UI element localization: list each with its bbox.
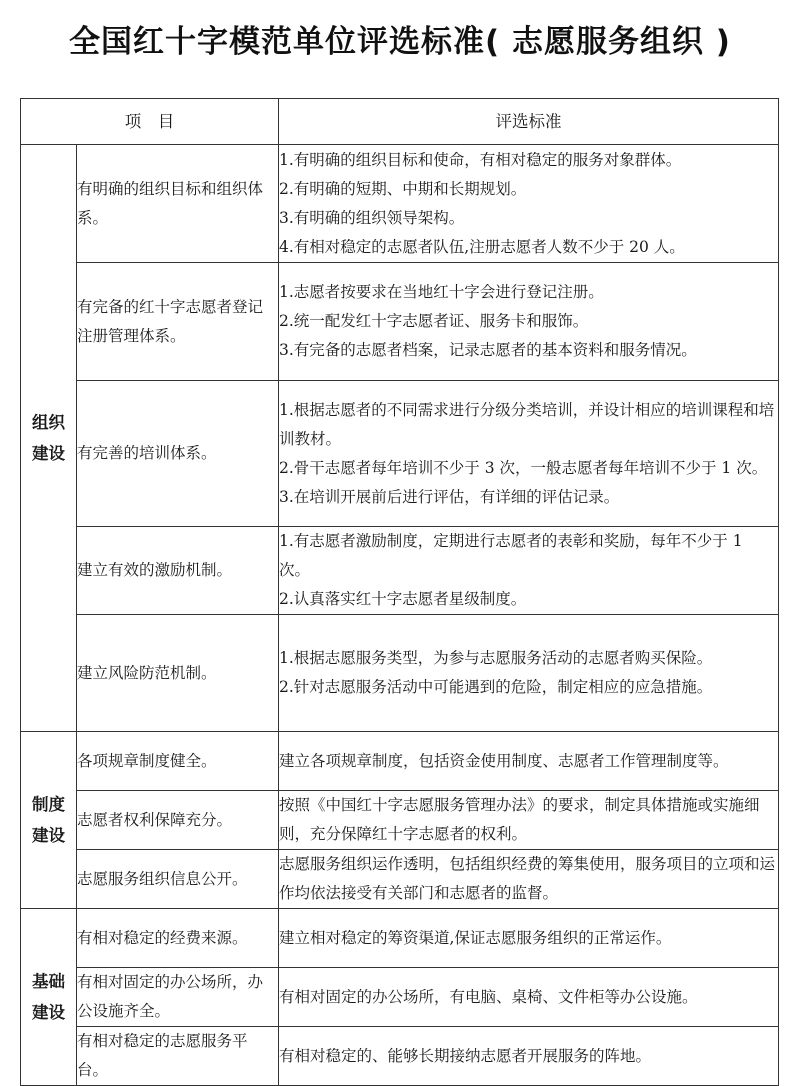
criteria-line: 志愿服务组织运作透明，包括组织经费的筹集使用，服务项目的立项和运作均依法接受有关部门和志愿者的监督。 bbox=[279, 855, 776, 902]
table-row bbox=[21, 381, 779, 527]
item-cell: 建立风险防范机制。 bbox=[77, 615, 279, 732]
criteria-line: 建立相对稳定的筹资渠道,保证志愿服务组织的正常运作。 bbox=[279, 928, 672, 947]
criteria-cell bbox=[279, 850, 779, 909]
section-name-line: 组织 bbox=[32, 413, 65, 432]
section-name-line: 基础 bbox=[32, 972, 65, 991]
criteria-line: 3.有完备的志愿者档案，记录志愿者的基本资料和服务情况。 bbox=[279, 341, 697, 359]
criteria-line: 2.针对志愿服务活动中可能遇到的危险，制定相应的应急措施。 bbox=[279, 678, 713, 696]
evaluation-standards-table bbox=[20, 98, 779, 1086]
table-row bbox=[21, 732, 779, 791]
item-cell: 有相对固定的办公场所，办公设施齐全。 bbox=[77, 968, 279, 1027]
criteria-cell bbox=[279, 527, 779, 615]
section-name-line: 建设 bbox=[32, 826, 65, 845]
table-row bbox=[21, 909, 779, 968]
criteria-line: 1.有志愿者激励制度，定期进行志愿者的表彰和奖励，每年不少于 1 次。 bbox=[279, 532, 743, 579]
criteria-cell bbox=[279, 909, 779, 968]
criteria-line: 2.有明确的短期、中期和长期规划。 bbox=[279, 179, 527, 198]
criteria-cell bbox=[279, 145, 779, 263]
criteria-cell bbox=[279, 381, 779, 527]
section-institution bbox=[21, 732, 77, 909]
item-cell: 志愿服务组织信息公开。 bbox=[77, 850, 279, 909]
table-row bbox=[21, 527, 779, 615]
criteria-line: 4.有相对稳定的志愿者队伍,注册志愿者人数不少于 20 人。 bbox=[279, 237, 685, 256]
criteria-line: 2.认真落实红十字志愿者星级制度。 bbox=[279, 590, 527, 608]
criteria-line: 有相对稳定的、能够长期接纳志愿者开展服务的阵地。 bbox=[279, 1046, 652, 1065]
table-header-row bbox=[21, 99, 779, 145]
criteria-line: 1.志愿者按要求在当地红十字会进行登记注册。 bbox=[279, 283, 604, 301]
section-infrastructure bbox=[21, 909, 77, 1086]
section-organization bbox=[21, 145, 77, 732]
criteria-line: 1.根据志愿者的不同需求进行分级分类培训，并设计相应的培训课程和培训教材。 bbox=[279, 400, 775, 448]
section-name-line: 建设 bbox=[32, 444, 65, 463]
item-cell: 各项规章制度健全。 bbox=[77, 732, 279, 791]
item-cell: 有完备的红十字志愿者登记注册管理体系。 bbox=[77, 263, 279, 381]
header-item: 项 目 bbox=[21, 99, 279, 145]
table-row bbox=[21, 145, 779, 263]
criteria-cell bbox=[279, 263, 779, 381]
section-name-line: 建设 bbox=[32, 1003, 65, 1022]
item-cell: 有完善的培训体系。 bbox=[77, 381, 279, 527]
item-cell: 建立有效的激励机制。 bbox=[77, 527, 279, 615]
criteria-line: 1.有明确的组织目标和使命，有相对稳定的服务对象群体。 bbox=[279, 150, 682, 169]
table-row bbox=[21, 968, 779, 1027]
table-row bbox=[21, 791, 779, 850]
criteria-line: 按照《中国红十字志愿服务管理办法》的要求，制定具体措施或实施细则，充分保障红十字志愿者的权利。 bbox=[279, 796, 760, 843]
table-row bbox=[21, 1027, 779, 1086]
criteria-cell bbox=[279, 968, 779, 1027]
header-criteria: 评选标准 bbox=[279, 99, 779, 145]
criteria-line: 3.在培训开展前后进行评估，有详细的评估记录。 bbox=[279, 487, 620, 506]
criteria-line: 2.统一配发红十字志愿者证、服务卡和服饰。 bbox=[279, 312, 589, 330]
item-cell: 有相对稳定的志愿服务平台。 bbox=[77, 1027, 279, 1086]
criteria-line: 1.根据志愿服务类型，为参与志愿服务活动的志愿者购买保险。 bbox=[279, 649, 713, 667]
table-row bbox=[21, 850, 779, 909]
criteria-cell bbox=[279, 732, 779, 791]
item-cell: 有相对稳定的经费来源。 bbox=[77, 909, 279, 968]
criteria-cell bbox=[279, 615, 779, 732]
page-title: 全国红十字模范单位评选标准( 志愿服务组织 ) bbox=[69, 24, 731, 60]
criteria-cell bbox=[279, 791, 779, 850]
criteria-line: 建立各项规章制度，包括资金使用制度、志愿者工作管理制度等。 bbox=[279, 751, 729, 770]
criteria-line: 有相对固定的办公场所，有电脑、桌椅、文件柜等办公设施。 bbox=[279, 987, 698, 1006]
criteria-line: 2.骨干志愿者每年培训不少于 3 次，一般志愿者每年培训不少于 1 次。 bbox=[279, 458, 768, 477]
table-row bbox=[21, 263, 779, 381]
criteria-cell bbox=[279, 1027, 779, 1086]
item-cell: 有明确的组织目标和组织体系。 bbox=[77, 145, 279, 263]
criteria-line: 3.有明确的组织领导架构。 bbox=[279, 208, 465, 227]
section-name-line: 制度 bbox=[32, 795, 65, 814]
table-row bbox=[21, 615, 779, 732]
item-cell: 志愿者权利保障充分。 bbox=[77, 791, 279, 850]
